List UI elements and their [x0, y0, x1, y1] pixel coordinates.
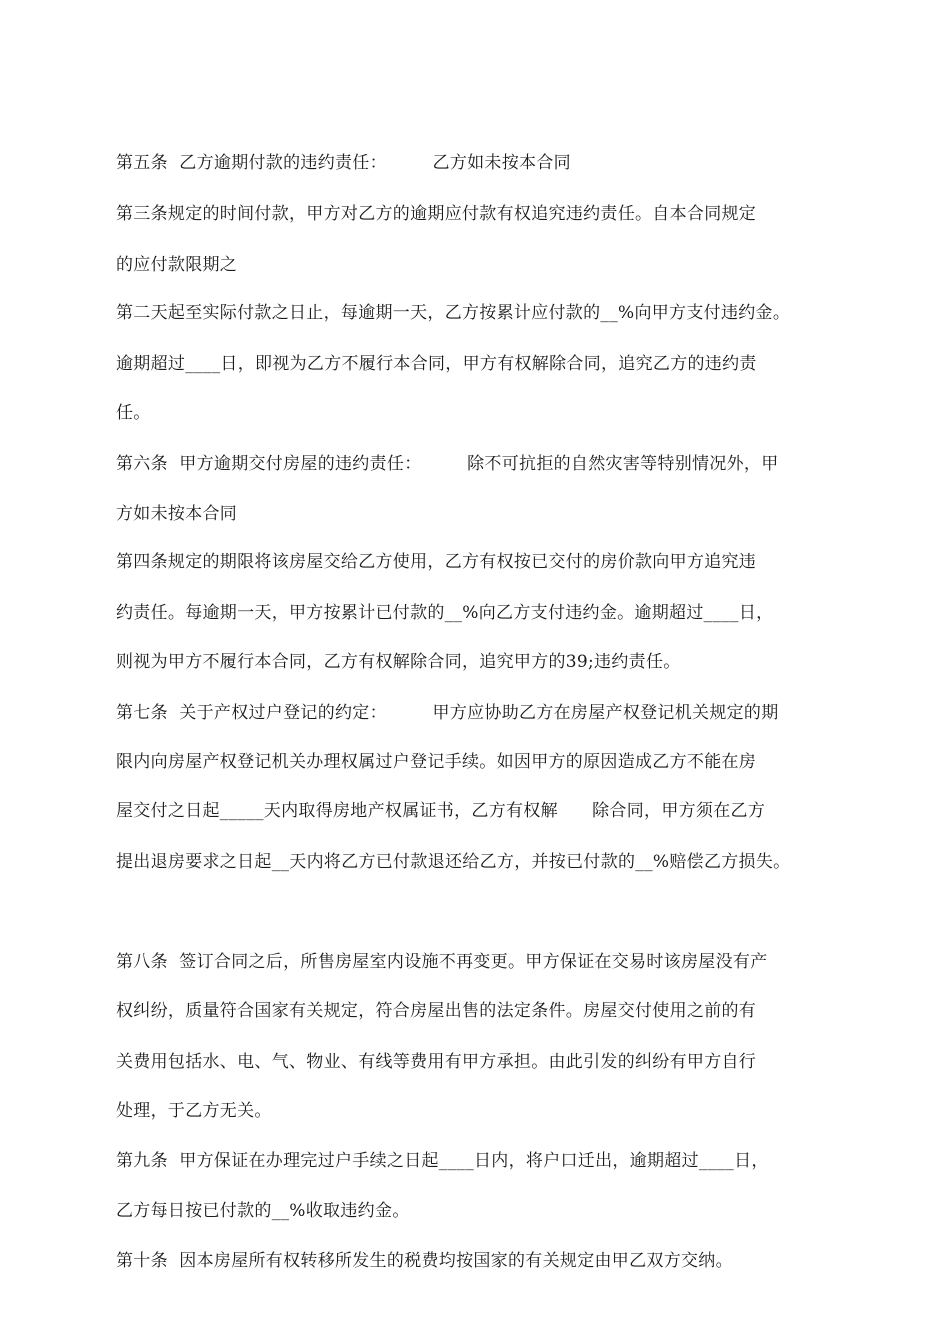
clause-7-line-3: 屋交付之日起_____天内取得房地产权属证书，乙方有权解 除合同，甲方须在乙方	[116, 801, 766, 821]
clause-6-line-1: 第六条 甲方逾期交付房屋的违约责任： 除不可抗拒的自然灾害等特别情况外，甲	[116, 454, 779, 474]
clause-5-line-5: 逾期超过____日，即视为乙方不履行本合同，甲方有权解除合同，追究乙方的违约责	[116, 354, 757, 374]
clause-7-line-1: 第七条 关于产权过户登记的约定： 甲方应协助乙方在房屋产权登记机关规定的期	[116, 703, 779, 723]
clause-8-line-1: 第八条 签订合同之后，所售房屋室内设施不再变更。甲方保证在交易时该房屋没有产	[116, 952, 768, 972]
clause-10-line-1: 第十条 因本房屋所有权转移所发生的税费均按国家的有关规定由甲乙双方交纳。	[116, 1251, 733, 1271]
clause-7-line-2: 限内向房屋产权登记机关办理权属过户登记手续。如因甲方的原因造成乙方不能在房	[116, 752, 757, 772]
clause-8-line-3: 关费用包括水、电、气、物业、有线等费用有甲方承担。由此引发的纠纷有甲方自行	[116, 1052, 757, 1072]
clause-6-line-2: 方如未按本合同	[116, 504, 238, 524]
clause-5-line-2: 第三条规定的时间付款，甲方对乙方的逾期应付款有权追究违约责任。自本合同规定	[116, 204, 757, 224]
clause-5-line-4: 第二天起至实际付款之日止，每逾期一天，乙方按累计应付款的__%向甲方支付违约金。	[116, 303, 791, 323]
clause-5-line-6: 任。	[116, 403, 151, 423]
clause-6-line-3: 第四条规定的期限将该房屋交给乙方使用，乙方有权按已交付的房价款向甲方追究违	[116, 552, 757, 572]
clause-6-line-5: 则视为甲方不履行本合同，乙方有权解除合同，追究甲方的39;违约责任。	[116, 652, 681, 672]
clause-9-line-2: 乙方每日按已付款的__%收取违约金。	[116, 1201, 410, 1221]
clause-5-line-3: 的应付款限期之	[116, 255, 238, 275]
clause-8-line-2: 权纠纷，质量符合国家有关规定，符合房屋出售的法定条件。房屋交付使用之前的有	[116, 1001, 757, 1021]
clause-5-line-1: 第五条 乙方逾期付款的违约责任： 乙方如未按本合同	[116, 153, 571, 173]
clause-7-line-4: 提出退房要求之日起__天内将乙方已付款退还给乙方，并按已付款的__%赔偿乙方损失。	[116, 852, 791, 872]
clause-9-line-1: 第九条 甲方保证在办理完过户手续之日起____日内，将户口迁出，逾期超过____日，	[116, 1151, 769, 1171]
clause-6-line-4: 约责任。每逾期一天，甲方按累计已付款的__%向乙方支付违约金。逾期超过____日，	[116, 603, 774, 623]
clause-8-line-4: 处理，于乙方无关。	[116, 1101, 272, 1121]
